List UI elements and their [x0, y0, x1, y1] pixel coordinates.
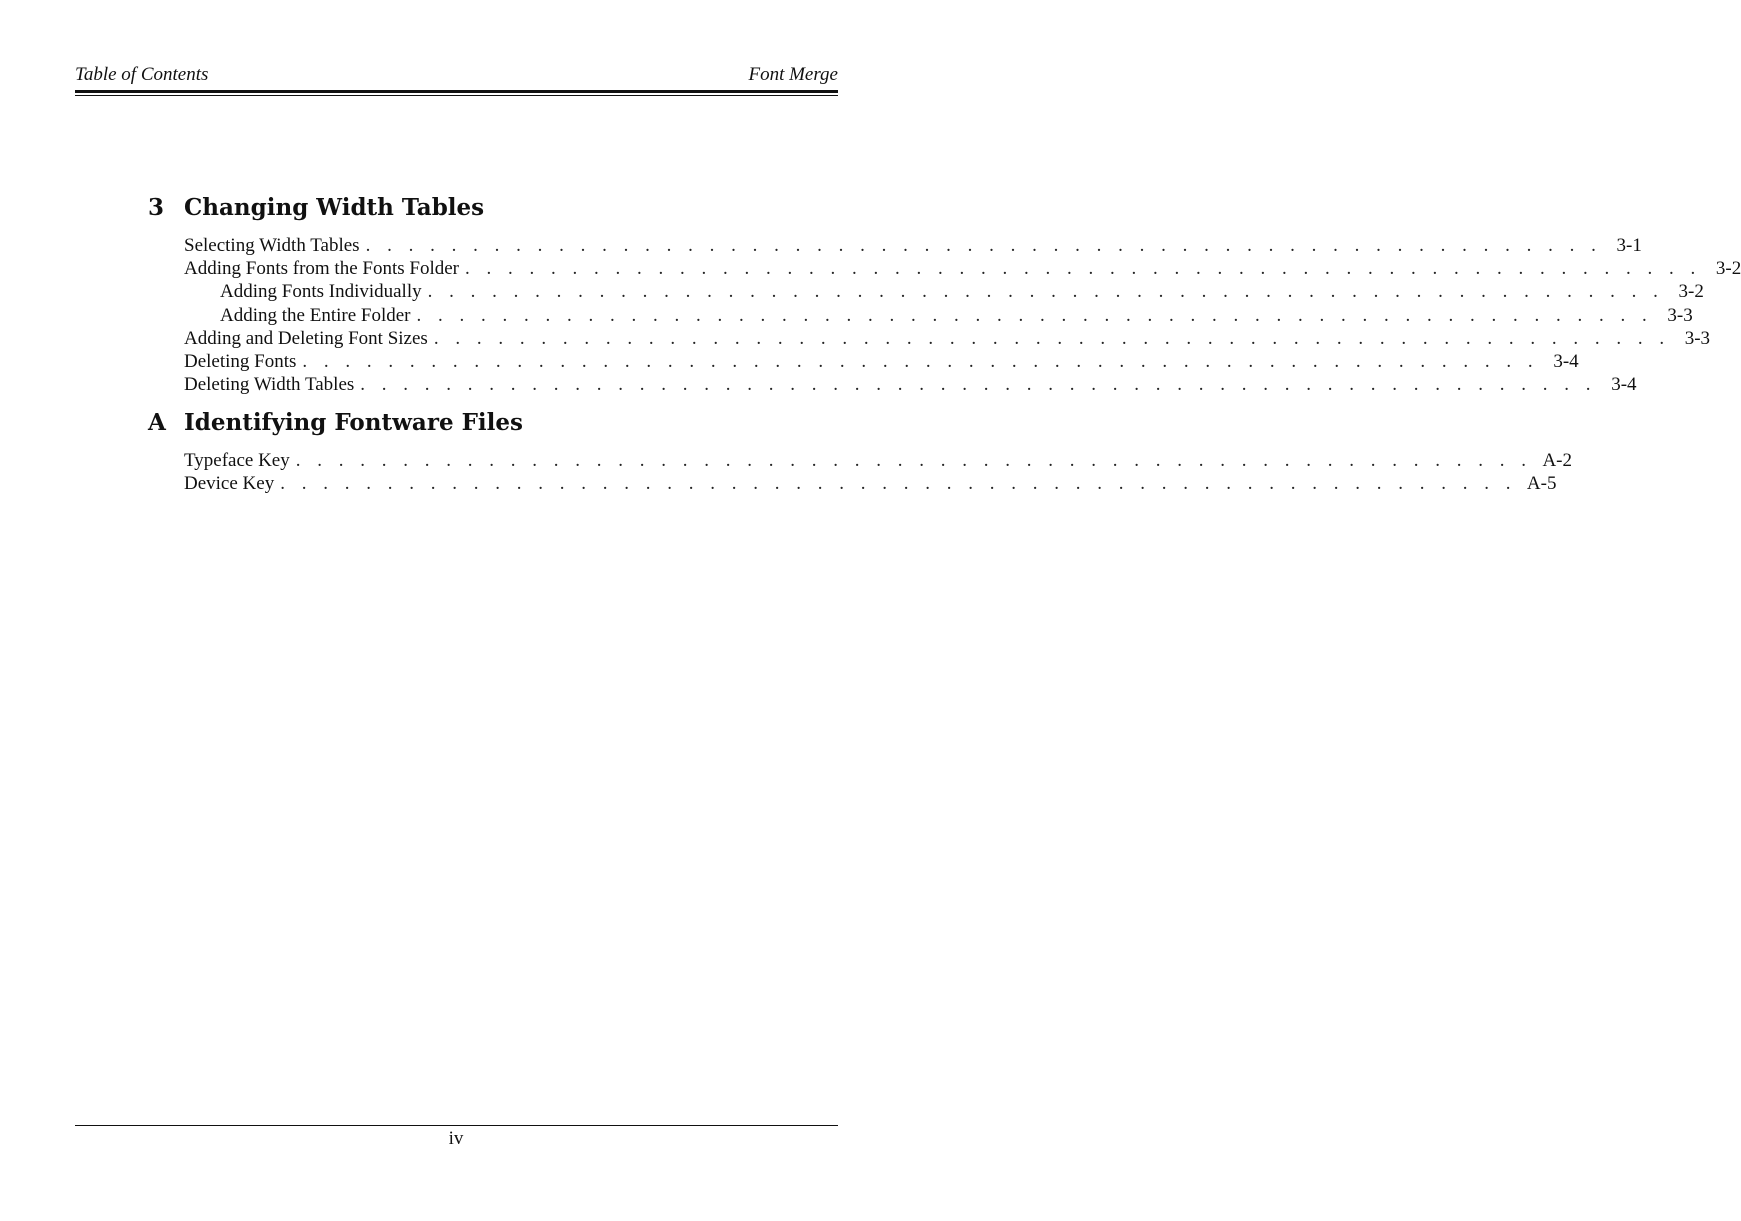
toc-entry-label: Adding Fonts from the Fonts Folder	[184, 258, 459, 280]
dot-leader: . . . . . . . . . . . . . . . . . . . . . . . . . . . . . . . . . . . . . . . . . . . . . . . . . . . . . . . . . .	[427, 281, 1664, 303]
toc-entry-label: Adding and Deleting Font Sizes	[184, 327, 428, 349]
toc-entry-label: Deleting Fonts	[184, 350, 297, 372]
running-header	[75, 64, 838, 88]
dot-leader: . . . . . . . . . . . . . . . . . . . . . . . . . . . . . . . . . . . . . . . . . . . . . . . . . . . . . . . . . .	[295, 450, 1532, 471]
toc-entry-page: 3-2	[1715, 258, 1741, 280]
toc-section-3	[148, 194, 1741, 396]
dot-leader: . . . . . . . . . . . . . . . . . . . . . . . . . . . . . . . . . . . . . . . . . . . . . . . . . . . . . . . . . .	[433, 327, 1671, 349]
toc-entry[interactable]	[148, 373, 1637, 396]
toc-entries	[148, 234, 1741, 396]
header-rule	[75, 90, 838, 93]
toc-entry[interactable]	[148, 257, 1741, 280]
section-title: Identifying Fontware Files	[184, 409, 523, 436]
toc-entry-label: Typeface Key	[184, 450, 290, 471]
header-section-title: Table of Contents	[75, 64, 209, 85]
toc-entry-page: A-5	[1526, 473, 1557, 495]
header-rule-thin	[75, 95, 838, 96]
toc-entry-page: 3-3	[1667, 304, 1693, 326]
section-number: A	[148, 409, 166, 436]
dot-leader: . . . . . . . . . . . . . . . . . . . . . . . . . . . . . . . . . . . . . . . . . . . . . . . . . . . . . . . . . .	[365, 235, 1602, 256]
section-heading	[148, 409, 838, 443]
page-number: iv	[448, 1128, 464, 1149]
toc-entry-label: Adding the Entire Folder	[220, 304, 411, 326]
toc-entry-label: Device Key	[184, 473, 275, 495]
toc-entry-label: Adding Fonts Individually	[220, 281, 422, 303]
toc-entry[interactable]	[148, 350, 1579, 373]
toc-entry[interactable]	[148, 304, 1693, 327]
toc-entry-page: 3-4	[1553, 350, 1579, 372]
toc-entry-page: A-2	[1542, 450, 1572, 471]
toc-section-a	[148, 409, 1572, 495]
dot-leader: . . . . . . . . . . . . . . . . . . . . . . . . . . . . . . . . . . . . . . . . . . . . . . . . . . . . . . . . . .	[280, 473, 1517, 495]
toc-entry-label: Selecting Width Tables	[184, 235, 360, 256]
toc-entry[interactable]	[148, 280, 1704, 303]
dot-leader: . . . . . . . . . . . . . . . . . . . . . . . . . . . . . . . . . . . . . . . . . . . . . . . . . . . . . . . . . .	[416, 304, 1653, 326]
toc-entry-label: Deleting Width Tables	[184, 374, 355, 396]
toc-entry[interactable]	[148, 472, 1557, 495]
toc-entry[interactable]	[148, 234, 1642, 257]
section-title: Changing Width Tables	[184, 194, 485, 221]
toc-entry[interactable]	[148, 327, 1711, 350]
toc-entries	[148, 449, 1572, 495]
section-number: 3	[148, 194, 165, 221]
dot-leader: . . . . . . . . . . . . . . . . . . . . . . . . . . . . . . . . . . . . . . . . . . . . . . . . . . . . . . . . . .	[464, 258, 1702, 280]
toc-entry-page: 3-1	[1616, 235, 1642, 256]
toc-entry[interactable]	[148, 449, 1572, 472]
toc-entry-page: 3-3	[1684, 327, 1711, 349]
dot-leader: . . . . . . . . . . . . . . . . . . . . . . . . . . . . . . . . . . . . . . . . . . . . . . . . . . . . . . . . . .	[360, 374, 1597, 396]
dot-leader: . . . . . . . . . . . . . . . . . . . . . . . . . . . . . . . . . . . . . . . . . . . . . . . . . . . . . . . . . .	[302, 350, 1539, 372]
section-heading	[148, 194, 838, 228]
toc-entry-page: 3-4	[1611, 374, 1637, 396]
toc-entry-page: 3-2	[1678, 281, 1704, 303]
header-document-title: Font Merge	[748, 64, 838, 85]
footer-rule	[75, 1125, 838, 1126]
